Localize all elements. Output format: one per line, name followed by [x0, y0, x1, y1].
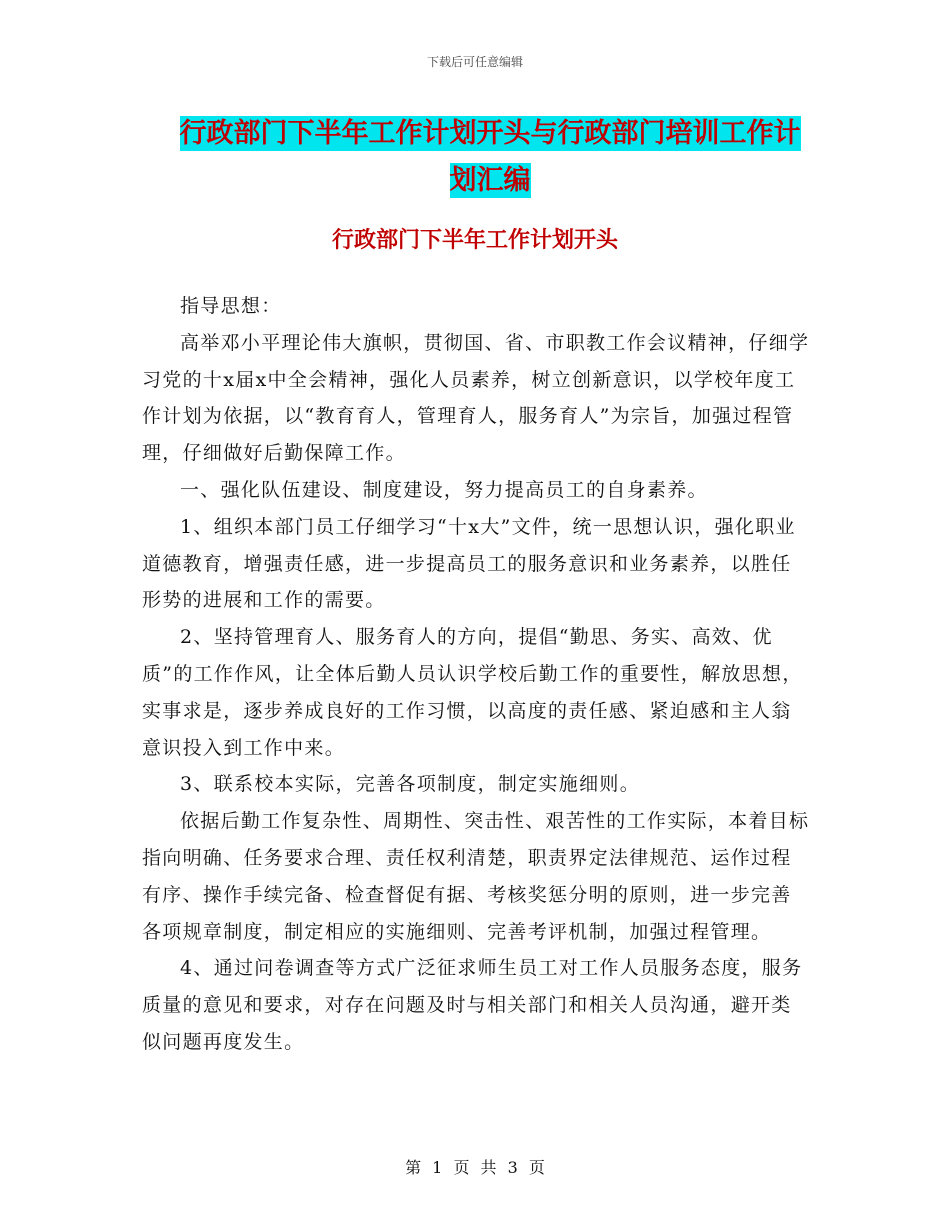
- paragraph: 3、联系校本实际，完善各项制度，制定实施细则。: [180, 773, 640, 796]
- page-number-footer: 第 1 页 共 3 页: [405, 1158, 545, 1177]
- paragraph-heading-1: 一、强化队伍建设、制度建设，努力提高员工的自身素养。: [180, 478, 708, 501]
- header-note: 下载后可任意编辑: [426, 55, 523, 69]
- section-title: 行政部门下半年工作计划开头: [331, 227, 618, 253]
- paragraph: 依据后勤工作复杂性、周期性、突击性、艰苦性的工作实际，本着目标指向明确、任务要求合理、责任权利清楚，职责界定法律规范、运作过程有序、操作手续完备、检查督促有据、考核奖惩分明的原则，进一步完善各项规章制度，制定相应的实施细则、完善考评机制，加强过程管理。: [142, 810, 810, 943]
- document-body: [142, 288, 810, 1061]
- document-title: [150, 110, 830, 204]
- document-title-line2: 划汇编: [449, 165, 531, 196]
- paragraph: 1、组织本部门员工仔细学习“十x大”文件，统一思想认识，强化职业道德教育，增强责任感，进一步提高员工的服务意识和业务素养，以胜任形势的进展和工作的需要。: [142, 515, 796, 612]
- paragraph-guiding-thought: 指导思想：: [180, 295, 282, 317]
- paragraph: 2、坚持管理育人、服务育人的方向，提倡“勤思、务实、高效、优质”的工作作风，让全体后勤人员认识学校后勤工作的重要性，解放思想，实事求是，逐步养成良好的工作习惯，以高度的责任感、紧迫感和主人翁意识投入到工作中来。: [142, 626, 803, 759]
- paragraph: 4、通过问卷调查等方式广泛征求师生员工对工作人员服务态度，服务质量的意见和要求，对存在问题及时与相关部门和相关人员沟通，避开类似问题再度发生。: [142, 957, 803, 1053]
- document-title-line1: 行政部门下半年工作计划开头与行政部门培训工作计: [179, 118, 801, 149]
- paragraph: 高举邓小平理论伟大旗帜，贯彻国、省、市职教工作会议精神，仔细学习党的十x届x中全会精神，强化人员素养，树立创新意识，以学校年度工作计划为依据，以“教育育人，管理育人，服务育人”为宗旨，加强过程管理，仔细做好后勤保障工作。: [142, 331, 810, 465]
